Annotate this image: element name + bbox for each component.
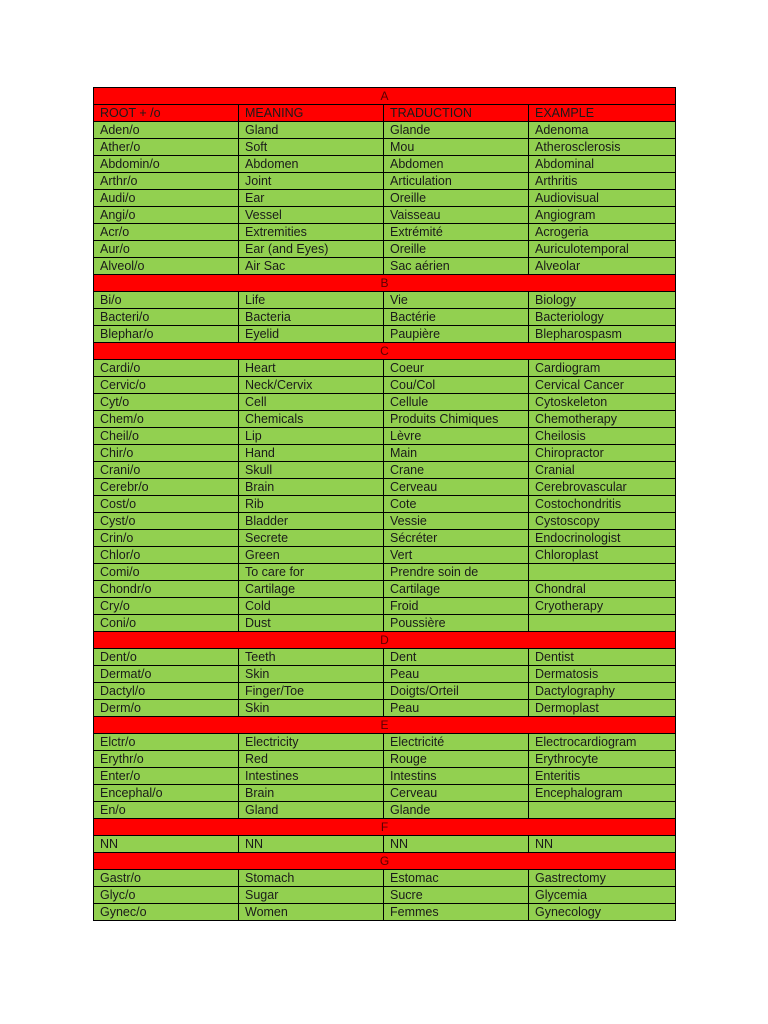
cell-example: Dentist	[529, 649, 676, 666]
table-row	[94, 887, 676, 904]
cell-root: Chem/o	[94, 411, 239, 428]
cell-root: Abdomin/o	[94, 156, 239, 173]
cell-traduction: Abdomen	[384, 156, 529, 173]
cell-root: Alveol/o	[94, 258, 239, 275]
cell-meaning: Red	[239, 751, 384, 768]
cell-meaning: Gland	[239, 802, 384, 819]
cell-root: Ather/o	[94, 139, 239, 156]
cell-traduction: Oreille	[384, 190, 529, 207]
table-row	[94, 139, 676, 156]
cell-example: Enteritis	[529, 768, 676, 785]
section-letter-row	[94, 343, 676, 360]
table-row	[94, 445, 676, 462]
cell-root: Cervic/o	[94, 377, 239, 394]
cell-meaning: Eyelid	[239, 326, 384, 343]
table-row	[94, 241, 676, 258]
cell-traduction: Intestins	[384, 768, 529, 785]
cell-traduction: Cou/Col	[384, 377, 529, 394]
cell-example: Audiovisual	[529, 190, 676, 207]
cell-example: Chemotherapy	[529, 411, 676, 428]
cell-meaning: Cell	[239, 394, 384, 411]
cell-example	[529, 564, 676, 581]
section-letter-row	[94, 819, 676, 836]
cell-example: Dermatosis	[529, 666, 676, 683]
cell-traduction: Froid	[384, 598, 529, 615]
cell-traduction: Glande	[384, 122, 529, 139]
cell-example: Auriculotemporal	[529, 241, 676, 258]
cell-root: NN	[94, 836, 239, 853]
cell-root: Cost/o	[94, 496, 239, 513]
table-row	[94, 462, 676, 479]
cell-example: Angiogram	[529, 207, 676, 224]
table-row	[94, 615, 676, 632]
cell-meaning: Stomach	[239, 870, 384, 887]
cell-meaning: Secrete	[239, 530, 384, 547]
section-letter-row	[94, 717, 676, 734]
cell-meaning: Cold	[239, 598, 384, 615]
medical-roots-table	[93, 87, 676, 921]
table-row	[94, 309, 676, 326]
cell-meaning: Chemicals	[239, 411, 384, 428]
cell-root: Encephal/o	[94, 785, 239, 802]
cell-meaning: Ear (and Eyes)	[239, 241, 384, 258]
table-row	[94, 768, 676, 785]
table-row	[94, 156, 676, 173]
cell-root: Dactyl/o	[94, 683, 239, 700]
table-row	[94, 496, 676, 513]
cell-traduction: Cote	[384, 496, 529, 513]
cell-traduction: Estomac	[384, 870, 529, 887]
cell-example: Cystoscopy	[529, 513, 676, 530]
cell-traduction: Peau	[384, 700, 529, 717]
table-row	[94, 207, 676, 224]
cell-example: Electrocardiogram	[529, 734, 676, 751]
cell-meaning: Rib	[239, 496, 384, 513]
cell-root: Chondr/o	[94, 581, 239, 598]
table-row	[94, 190, 676, 207]
cell-example: Cervical Cancer	[529, 377, 676, 394]
cell-example: Bacteriology	[529, 309, 676, 326]
cell-example: Encephalogram	[529, 785, 676, 802]
cell-meaning: Soft	[239, 139, 384, 156]
cell-example: Costochondritis	[529, 496, 676, 513]
cell-example: Chondral	[529, 581, 676, 598]
cell-traduction: Cartilage	[384, 581, 529, 598]
cell-traduction: Cerveau	[384, 785, 529, 802]
table-row	[94, 734, 676, 751]
table-row	[94, 530, 676, 547]
cell-example: Erythrocyte	[529, 751, 676, 768]
cell-meaning: Cartilage	[239, 581, 384, 598]
section-letter-row	[94, 853, 676, 870]
cell-traduction: Cerveau	[384, 479, 529, 496]
table-row	[94, 547, 676, 564]
cell-root: Chir/o	[94, 445, 239, 462]
cell-traduction: Peau	[384, 666, 529, 683]
cell-example: Blepharospasm	[529, 326, 676, 343]
cell-meaning: Brain	[239, 479, 384, 496]
cell-root: Bacteri/o	[94, 309, 239, 326]
cell-meaning: Vessel	[239, 207, 384, 224]
column-header-traduction: TRADUCTION	[384, 105, 529, 122]
table-row	[94, 666, 676, 683]
cell-root: Cyst/o	[94, 513, 239, 530]
cell-example: Dactylography	[529, 683, 676, 700]
cell-root: Dent/o	[94, 649, 239, 666]
cell-meaning: Women	[239, 904, 384, 921]
table-row	[94, 836, 676, 853]
cell-root: Gastr/o	[94, 870, 239, 887]
cell-meaning: Neck/Cervix	[239, 377, 384, 394]
cell-example: Cerebrovascular	[529, 479, 676, 496]
cell-traduction: Sucre	[384, 887, 529, 904]
section-letter: F	[94, 819, 676, 836]
cell-traduction: Vaisseau	[384, 207, 529, 224]
cell-meaning: Intestines	[239, 768, 384, 785]
cell-meaning: Air Sac	[239, 258, 384, 275]
cell-example: Arthritis	[529, 173, 676, 190]
cell-traduction: Coeur	[384, 360, 529, 377]
cell-traduction: Poussière	[384, 615, 529, 632]
table-row	[94, 428, 676, 445]
cell-meaning: Joint	[239, 173, 384, 190]
cell-root: Arthr/o	[94, 173, 239, 190]
cell-traduction: Lèvre	[384, 428, 529, 445]
cell-traduction: Rouge	[384, 751, 529, 768]
cell-meaning: Electricity	[239, 734, 384, 751]
section-letter: G	[94, 853, 676, 870]
cell-example: Glycemia	[529, 887, 676, 904]
cell-traduction: Femmes	[384, 904, 529, 921]
cell-traduction: Paupière	[384, 326, 529, 343]
cell-traduction: Prendre soin de	[384, 564, 529, 581]
cell-traduction: Vessie	[384, 513, 529, 530]
cell-root: Aden/o	[94, 122, 239, 139]
cell-traduction: Articulation	[384, 173, 529, 190]
table-row	[94, 122, 676, 139]
table-row	[94, 581, 676, 598]
cell-meaning: Hand	[239, 445, 384, 462]
cell-root: Bi/o	[94, 292, 239, 309]
cell-example	[529, 802, 676, 819]
cell-meaning: Finger/Toe	[239, 683, 384, 700]
table-row	[94, 802, 676, 819]
cell-meaning: Sugar	[239, 887, 384, 904]
cell-root: En/o	[94, 802, 239, 819]
cell-example: Cranial	[529, 462, 676, 479]
cell-root: Aur/o	[94, 241, 239, 258]
section-letter-row	[94, 275, 676, 292]
table-row	[94, 411, 676, 428]
cell-root: Comi/o	[94, 564, 239, 581]
cell-example: Cheilosis	[529, 428, 676, 445]
cell-example: Chiropractor	[529, 445, 676, 462]
cell-root: Erythr/o	[94, 751, 239, 768]
cell-traduction: Crane	[384, 462, 529, 479]
cell-root: Gynec/o	[94, 904, 239, 921]
cell-example: Biology	[529, 292, 676, 309]
table-row	[94, 513, 676, 530]
cell-root: Derm/o	[94, 700, 239, 717]
table-row	[94, 564, 676, 581]
table-row	[94, 377, 676, 394]
cell-example: Alveolar	[529, 258, 676, 275]
cell-example	[529, 615, 676, 632]
table-row	[94, 394, 676, 411]
cell-root: Coni/o	[94, 615, 239, 632]
section-letter-row	[94, 88, 676, 105]
cell-meaning: Teeth	[239, 649, 384, 666]
cell-example: Atherosclerosis	[529, 139, 676, 156]
cell-root: Acr/o	[94, 224, 239, 241]
table-row	[94, 258, 676, 275]
table-row	[94, 870, 676, 887]
column-header-example: EXAMPLE	[529, 105, 676, 122]
cell-root: Cardi/o	[94, 360, 239, 377]
cell-meaning: Skin	[239, 666, 384, 683]
cell-root: Chlor/o	[94, 547, 239, 564]
cell-meaning: Bladder	[239, 513, 384, 530]
cell-meaning: NN	[239, 836, 384, 853]
cell-traduction: Extrémité	[384, 224, 529, 241]
cell-meaning: Skin	[239, 700, 384, 717]
table-row	[94, 751, 676, 768]
cell-root: Cerebr/o	[94, 479, 239, 496]
column-header-root: ROOT + /o	[94, 105, 239, 122]
cell-traduction: Produits Chimiques	[384, 411, 529, 428]
cell-example: NN	[529, 836, 676, 853]
cell-example: Cytoskeleton	[529, 394, 676, 411]
cell-root: Audi/o	[94, 190, 239, 207]
cell-root: Crin/o	[94, 530, 239, 547]
cell-meaning: Ear	[239, 190, 384, 207]
cell-example: Acrogeria	[529, 224, 676, 241]
cell-meaning: Dust	[239, 615, 384, 632]
cell-traduction: Mou	[384, 139, 529, 156]
table-row	[94, 360, 676, 377]
cell-example: Dermoplast	[529, 700, 676, 717]
cell-root: Glyc/o	[94, 887, 239, 904]
cell-traduction: Oreille	[384, 241, 529, 258]
cell-meaning: Green	[239, 547, 384, 564]
cell-root: Crani/o	[94, 462, 239, 479]
cell-meaning: Brain	[239, 785, 384, 802]
column-header-row	[94, 105, 676, 122]
cell-traduction: Electricité	[384, 734, 529, 751]
cell-traduction: Sécréter	[384, 530, 529, 547]
cell-root: Dermat/o	[94, 666, 239, 683]
cell-meaning: Life	[239, 292, 384, 309]
cell-traduction: Sac aérien	[384, 258, 529, 275]
table-row	[94, 224, 676, 241]
cell-meaning: To care for	[239, 564, 384, 581]
cell-traduction: Glande	[384, 802, 529, 819]
cell-meaning: Abdomen	[239, 156, 384, 173]
cell-example: Abdominal	[529, 156, 676, 173]
cell-meaning: Skull	[239, 462, 384, 479]
cell-meaning: Extremities	[239, 224, 384, 241]
cell-traduction: NN	[384, 836, 529, 853]
cell-meaning: Heart	[239, 360, 384, 377]
cell-traduction: Vert	[384, 547, 529, 564]
section-letter: D	[94, 632, 676, 649]
table-row	[94, 326, 676, 343]
cell-example: Gastrectomy	[529, 870, 676, 887]
cell-meaning: Gland	[239, 122, 384, 139]
cell-traduction: Vie	[384, 292, 529, 309]
section-letter: E	[94, 717, 676, 734]
cell-root: Cyt/o	[94, 394, 239, 411]
cell-traduction: Bactérie	[384, 309, 529, 326]
cell-traduction: Main	[384, 445, 529, 462]
cell-root: Cry/o	[94, 598, 239, 615]
section-letter: A	[94, 88, 676, 105]
section-letter: B	[94, 275, 676, 292]
cell-traduction: Cellule	[384, 394, 529, 411]
cell-meaning: Lip	[239, 428, 384, 445]
cell-root: Blephar/o	[94, 326, 239, 343]
section-letter: C	[94, 343, 676, 360]
cell-traduction: Dent	[384, 649, 529, 666]
column-header-meaning: MEANING	[239, 105, 384, 122]
cell-root: Cheil/o	[94, 428, 239, 445]
cell-example: Endocrinologist	[529, 530, 676, 547]
cell-example: Cardiogram	[529, 360, 676, 377]
table-row	[94, 479, 676, 496]
table-row	[94, 683, 676, 700]
cell-traduction: Doigts/Orteil	[384, 683, 529, 700]
cell-root: Enter/o	[94, 768, 239, 785]
table-row	[94, 904, 676, 921]
cell-example: Cryotherapy	[529, 598, 676, 615]
table-row	[94, 173, 676, 190]
table-row	[94, 785, 676, 802]
cell-meaning: Bacteria	[239, 309, 384, 326]
table-row	[94, 598, 676, 615]
section-letter-row	[94, 632, 676, 649]
table-row	[94, 649, 676, 666]
cell-root: Elctr/o	[94, 734, 239, 751]
cell-example: Gynecology	[529, 904, 676, 921]
table-row	[94, 292, 676, 309]
cell-example: Chloroplast	[529, 547, 676, 564]
table-row	[94, 700, 676, 717]
cell-example: Adenoma	[529, 122, 676, 139]
cell-root: Angi/o	[94, 207, 239, 224]
